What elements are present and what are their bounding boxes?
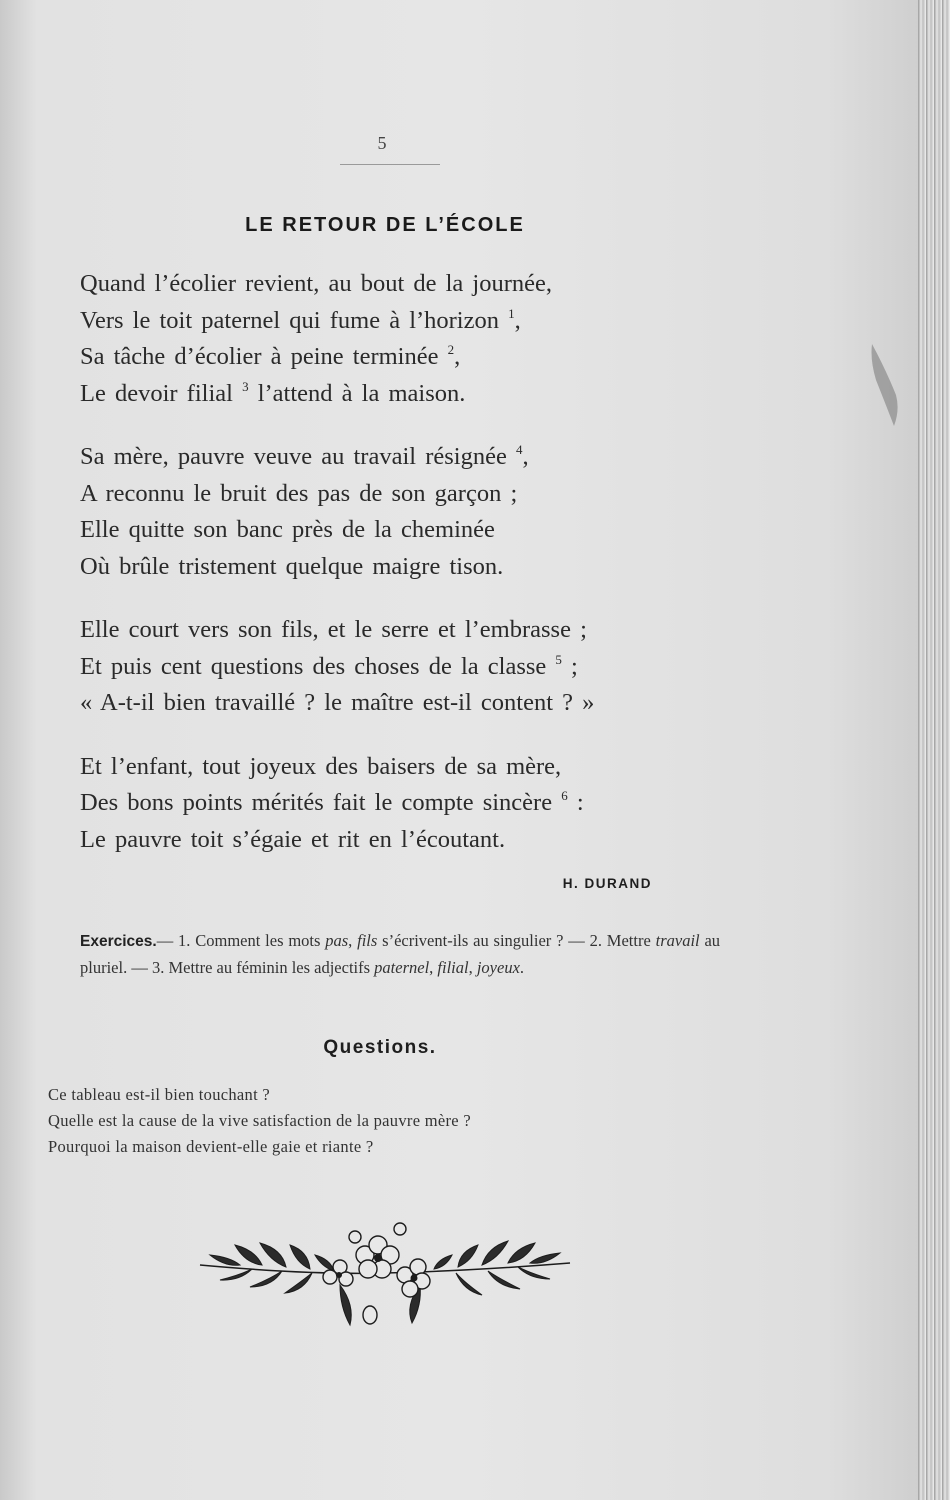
page-edge bbox=[918, 0, 950, 1500]
footnote-mark: 1 bbox=[508, 305, 515, 321]
stanza bbox=[80, 266, 720, 412]
verse: Et l’enfant, tout joyeux des baisers de sa mère, bbox=[80, 752, 562, 780]
question-item: Quelle est la cause de la vive satisfaction de la pauvre mère ? bbox=[48, 1111, 471, 1130]
verse: « A-t-il bien travaillé ? le maître est-il content ? » bbox=[80, 689, 595, 716]
verse: Vers le toit paternel qui fume à l’horizon $^1$, bbox=[80, 305, 521, 334]
verse: A reconnu le bruit des pas de son garçon ; bbox=[80, 479, 518, 507]
footnote-mark: 2 bbox=[447, 342, 455, 357]
poem bbox=[80, 266, 720, 885]
footnote-mark: 3 bbox=[242, 378, 249, 394]
stanza bbox=[80, 749, 720, 859]
verse: Où brûle tristement quelque maigre tison. bbox=[80, 552, 504, 580]
question-item: Ce tableau est-il bien touchant ? bbox=[48, 1085, 271, 1104]
footnote-mark: 4 bbox=[515, 442, 523, 457]
exercises-label: Exercices. bbox=[80, 933, 157, 950]
question-item: Pourquoi la maison devient-elle gaie et riante ? bbox=[48, 1137, 374, 1156]
verse: Elle court vers son fils, et le serre et l’embrasse ; bbox=[80, 616, 587, 643]
verse: Des bons points mérités fait le compte sincère $^6$ : bbox=[80, 788, 584, 816]
verse: Et puis cent questions des choses de la classe $^5$ ; bbox=[80, 651, 578, 680]
footnote-mark: 6 bbox=[561, 788, 568, 803]
stanza bbox=[80, 439, 720, 585]
ink-stain-icon bbox=[866, 340, 906, 430]
poem-author: H. DURAND bbox=[562, 876, 652, 891]
verse: Elle quitte son banc près de la cheminée bbox=[80, 516, 495, 543]
verse: Sa tâche d’écolier à peine terminée $^2$, bbox=[80, 342, 461, 370]
header-rule bbox=[340, 164, 440, 165]
questions-list bbox=[48, 1082, 708, 1160]
verse: Sa mère, pauvre veuve au travail résignée $^4$, bbox=[80, 442, 529, 470]
floral-garland-icon bbox=[190, 1215, 580, 1335]
verse: Le pauvre toit s’égaie et rit en l’écoutant. bbox=[80, 825, 506, 853]
poem-title: LE RETOUR DE L’ÉCOLE bbox=[245, 214, 525, 236]
verse: Quand l’écolier revient, au bout de la journée, bbox=[80, 270, 553, 297]
verse: Le devoir filial $^3$ l’attend à la maison. bbox=[80, 378, 466, 407]
page-number: 5 bbox=[377, 133, 387, 153]
questions-heading: Questions. bbox=[323, 1037, 437, 1058]
footnote-mark: 5 bbox=[555, 651, 562, 667]
exercises-paragraph: Exercices.— 1. Comment les mots pas, fils s’écrivent-ils au singulier ? — 2. Mettre travail au pluriel. — 3. Mettre au féminin les adjectifs paternel, filial, joyeux. bbox=[80, 931, 721, 977]
stanza bbox=[80, 612, 720, 722]
